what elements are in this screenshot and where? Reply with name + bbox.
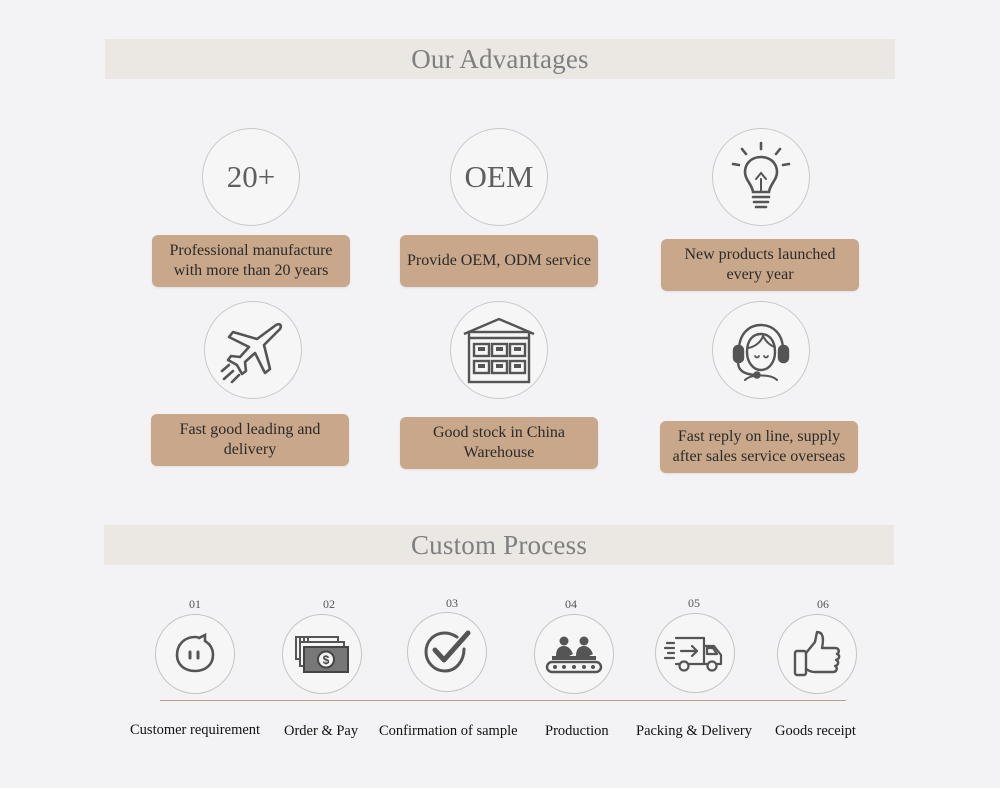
process-title: Custom Process [410,529,588,560]
delivery-truck-icon [664,632,726,674]
warehouse-icon [461,316,537,384]
thumbs-up-icon [791,628,843,680]
step-circle-3 [407,612,487,692]
step-number-4: 04 [565,597,577,611]
warehouse-circle [450,301,548,399]
step-number-1: 01 [189,597,201,611]
process-header [104,525,894,565]
step-circle-1 [155,614,235,694]
support-circle [712,301,810,399]
advantage-label-1: Professional manufacture with more than 20 years [152,235,350,287]
oem-badge: OEM [464,159,534,194]
headset-support-icon [725,314,797,386]
svg-text:$: $ [322,653,330,667]
airplane-icon [218,315,288,385]
step-label-6: Goods receipt [775,723,856,739]
step-label-5: Packing & Delivery [636,723,752,739]
production-line-icon [545,634,603,674]
step-label-1: Customer requirement [130,722,261,738]
advantage-label-6: Fast reply on line, supply after sales service overseas [660,421,858,473]
advantages-header [105,39,895,79]
years-badge-circle [202,128,300,226]
chat-face-icon [172,631,218,677]
lightbulb-icon [728,139,794,215]
airplane-circle [204,301,302,399]
oem-badge-circle [450,128,548,226]
step-label-4: Production [545,723,609,739]
advantage-label-3: New products launched every year [661,239,859,291]
step-circle-6 [777,614,857,694]
step-number-2: 02 [323,597,335,611]
step-circle-2 [282,614,362,694]
step-number-3: 03 [446,596,458,610]
advantage-label-4: Fast good leading and delivery [151,414,349,466]
years-badge: 20+ [226,159,276,194]
lightbulb-circle [712,128,810,226]
step-label-3: Confirmation of sample [379,723,518,739]
process-timeline [160,700,846,701]
step-number-6: 06 [817,597,829,611]
checkmark-icon [420,625,474,679]
step-number-5: 05 [688,596,700,610]
step-circle-5 [655,613,735,693]
money-icon [294,633,350,675]
step-label-2: Order & Pay [284,723,359,739]
step-circle-4 [534,614,614,694]
advantage-label-2: Provide OEM, ODM service [400,235,598,287]
advantage-label-5: Good stock in China Warehouse [400,417,598,469]
advantages-title: Our Advantages [411,43,589,74]
